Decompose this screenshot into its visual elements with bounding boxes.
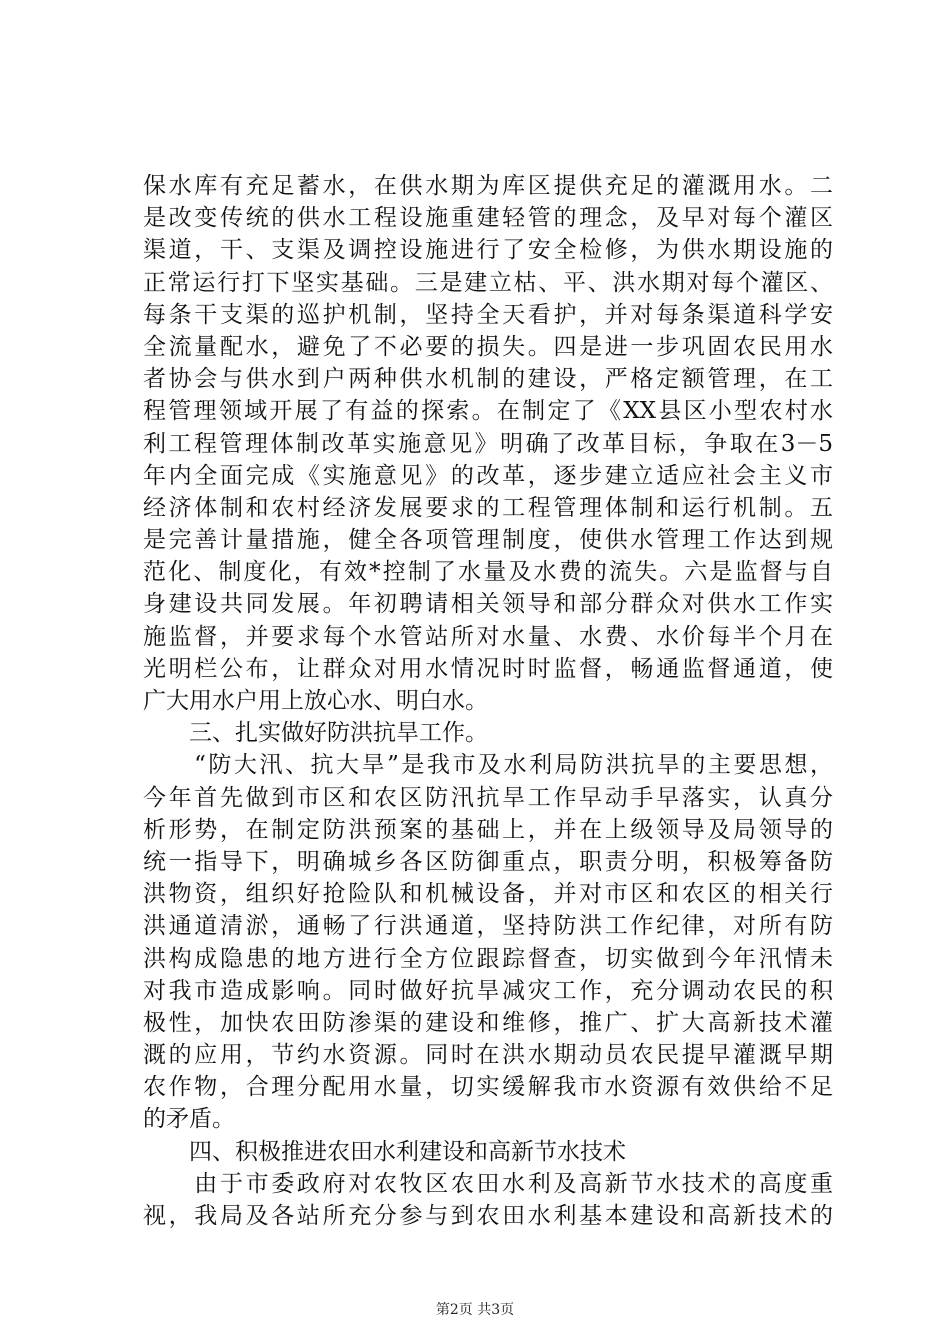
text-line: 今年首先做到市区和农区防汛抗旱工作早动手早落实，认真分 [143,784,833,811]
text-line: 对我市造成影响。同时做好抗旱减灾工作，充分调动农民的积 [143,977,833,1004]
text-line: 洪物资，组织好抢险队和机械设备，并对市区和农区的相关行 [143,881,833,908]
text-line: 农作物，合理分配用水量，切实缓解我市水资源有效供给不足 [143,1074,833,1101]
text-line: 视，我局及各站所充分参与到农田水利基本建设和高新技术的 [143,1203,833,1229]
text-line: 正常运行打下坚实基础。三是建立枯、平、洪水期对每个灌区、 [143,269,833,296]
text-line: 施监督，并要求每个水管站所对水量、水费、水价每半个月在 [143,623,833,650]
text-line: 者协会与供水到户两种供水机制的建设，严格定额管理，在工 [143,366,833,393]
text-line: 范化、制度化，有效*控制了水量及水费的流失。六是监督与自 [143,559,833,586]
text-line: 光明栏公布，让群众对用水情况时时监督，畅通监督通道，使 [143,655,833,682]
text-line: 全流量配水，避免了不必要的损失。四是进一步巩固农民用水 [143,333,833,360]
text-line: 程管理领域开展了有益的探索。在制定了《XX县区小型农村水 [143,398,833,425]
text-line: “防大汛、抗大旱”是我市及水利局防洪抗旱的主要思想， [143,752,833,779]
text-line: 溉的应用，节约水资源。同时在洪水期动员农民提早灌溉早期 [143,1042,833,1069]
document-body [143,170,833,1232]
text-line: 析形势，在制定防洪预案的基础上，并在上级领导及局领导的 [143,816,833,843]
text-line: 统一指导下，明确城乡各区防御重点，职责分明，积极筹备防 [143,848,833,875]
section-heading: 三、扎实做好防洪抗旱工作。 [143,720,488,747]
text-line: 是完善计量措施，健全各项管理制度，使供水管理工作达到规 [143,527,833,554]
page-number-footer: 第2页 共3页 [435,1302,515,1318]
text-line: 洪通道清淤，通畅了行洪通道，坚持防洪工作纪律，对所有防 [143,913,833,940]
text-line: 广大用水户用上放心水、明白水。 [143,688,488,714]
text-line: 的矛盾。 [143,1106,235,1133]
text-line: 是改变传统的供水工程设施重建轻管的理念，及早对每个灌区 [143,205,833,232]
text-line: 经济体制和农村经济发展要求的工程管理体制和运行机制。五 [143,494,833,521]
text-line: 由于市委政府对农牧区农田水利及高新节水技术的高度重 [143,1170,833,1197]
text-line: 极性，加快农田防渗渠的建设和维修，推广、扩大高新技术灌 [143,1009,833,1036]
text-line: 年内全面完成《实施意见》的改革，逐步建立适应社会主义市 [143,462,833,489]
text-line: 身建设共同发展。年初聘请相关领导和部分群众对供水工作实 [143,591,833,618]
text-line: 渠道，干、支渠及调控设施进行了安全检修，为供水期设施的 [143,237,833,264]
section-heading: 四、积极推进农田水利建设和高新节水技术 [143,1138,626,1165]
text-line: 每条干支渠的巡护机制，坚持全天看护，并对每条渠道科学安 [143,301,833,328]
text-line: 洪构成隐患的地方进行全方位跟踪督查，切实做到今年汛情未 [143,945,833,972]
text-line: 利工程管理体制改革实施意见》明确了改革目标，争取在3－5 [143,430,833,457]
text-line: 保水库有充足蓄水，在供水期为库区提供充足的灌溉用水。二 [143,173,833,199]
